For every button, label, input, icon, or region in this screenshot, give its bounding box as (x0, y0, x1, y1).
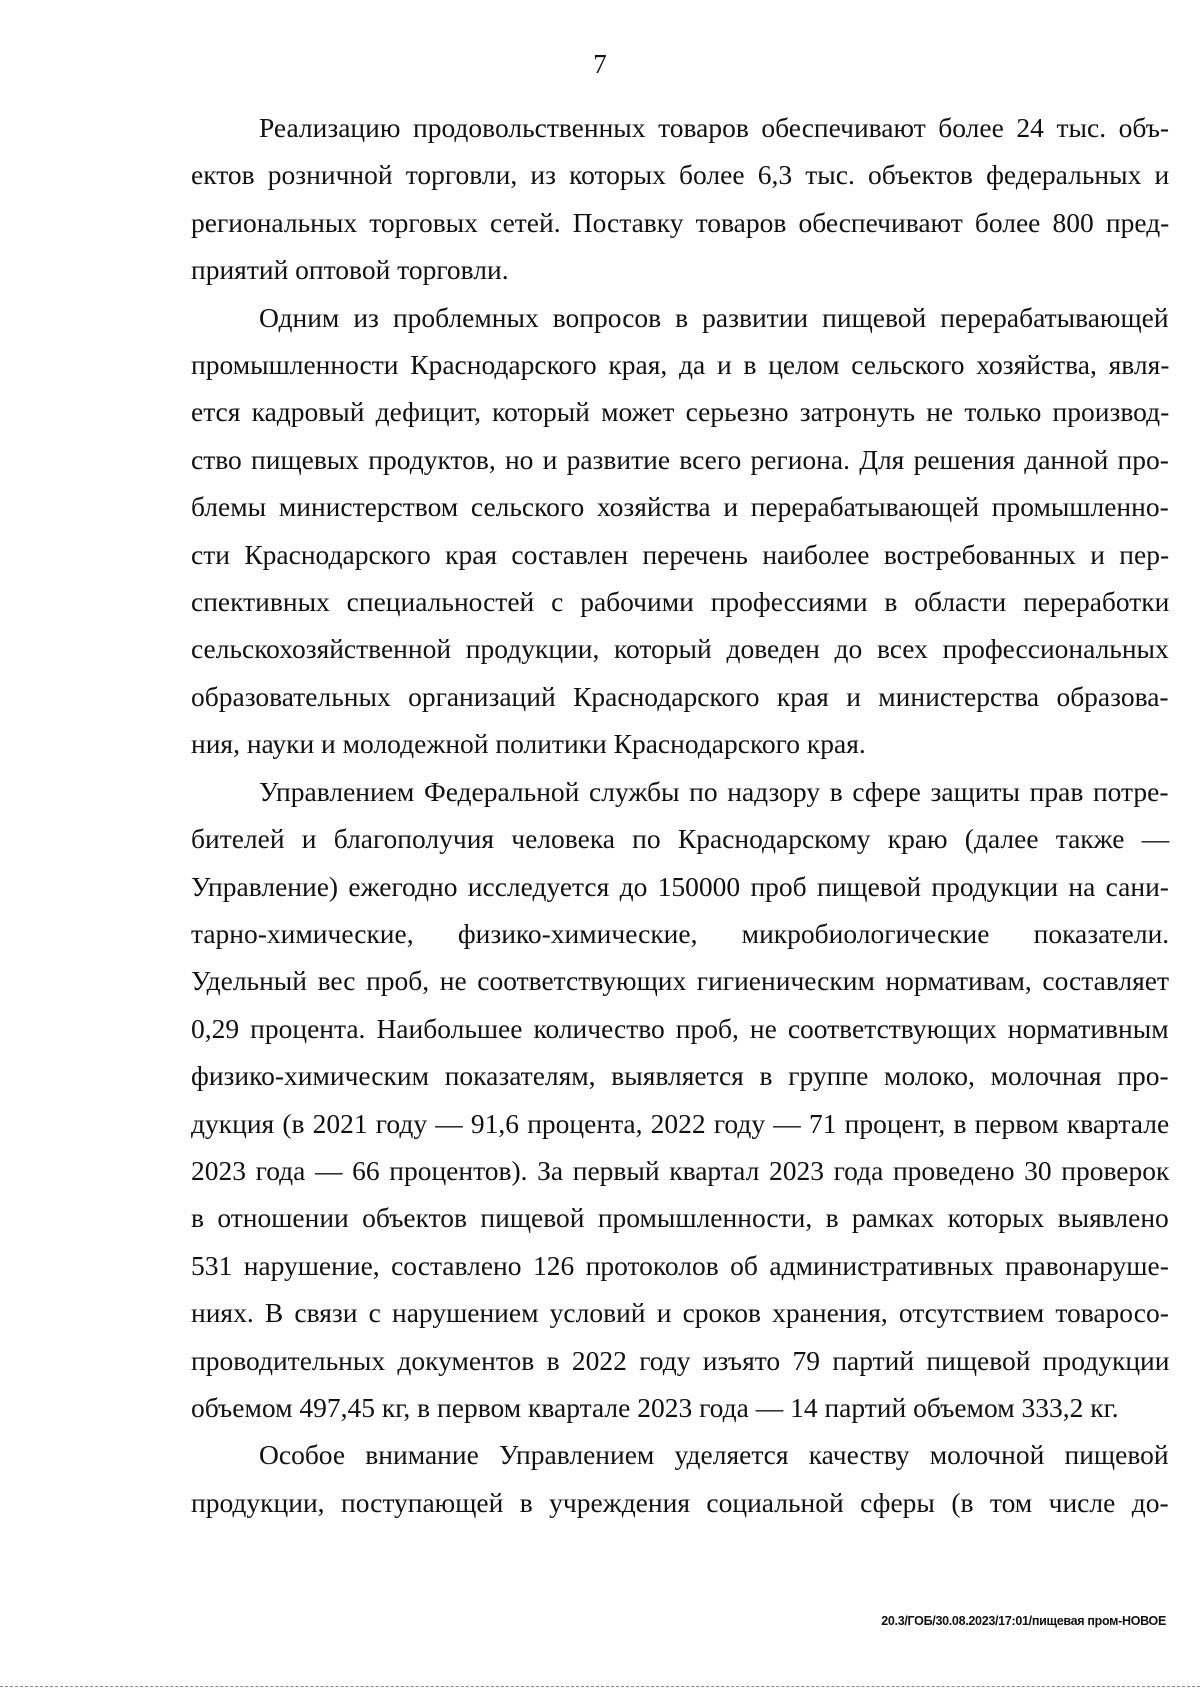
text-line: Управлением Федеральной службы по надзору в сфере защиты прав потре- (259, 775, 1169, 807)
text-line: сти Краснодарского края составлен перечень наиболее востребованных и пер- (191, 538, 1170, 570)
text-line: образовательных организаций Краснодарского края и министерства образова- (191, 680, 1169, 712)
text-line: продукции, поступающей в учреждения социальной сферы (в том числе до- (191, 1486, 1169, 1518)
text-line: Одним из проблемных вопросов в развитии пищевой перерабатывающей (259, 301, 1169, 333)
text-line: физико-химическим показателям, выявляется в группе молоко, молочная про- (191, 1060, 1169, 1092)
text-line: региональных торговых сетей. Поставку товаров обеспечивают более 800 пред- (191, 206, 1170, 238)
text-line: спективных специальностей с рабочими профессиями в области переработки (191, 586, 1170, 618)
text-line: тарно-химические, физико-химические, микробиологические показатели. (191, 917, 1170, 949)
text-line: проводительных документов в 2022 году изъято 79 партий пищевой продукции (191, 1344, 1170, 1376)
paragraph (191, 294, 1169, 768)
text-line: 2023 года — 66 процентов). За первый квартал 2023 года проведено 30 проверок (191, 1154, 1170, 1186)
text-line: ется кадровый дефицит, который может серьезно затронуть не только производ- (191, 396, 1170, 428)
document-code: 20.3/ГОБ/30.08.2023/17:01/пищевая пром-НОВОЕ (881, 1614, 1166, 1628)
text-line: Управление) ежегодно исследуется до 150000 проб пищевой продукции на сани- (191, 870, 1169, 902)
text-line: в отношении объектов пищевой промышленности, в рамках которых выявлено (191, 1202, 1169, 1234)
text-line: Удельный вес проб, не соответствующих гигиеническим нормативам, составляет (191, 965, 1169, 997)
paragraph (191, 104, 1169, 294)
text-line: Реализацию продовольственных товаров обеспечивают более 24 тыс. объ- (259, 112, 1170, 143)
scan-edge-line (0, 1686, 1200, 1687)
page-number: 7 (593, 49, 607, 79)
text-line: ниях. В связи с нарушением условий и сроков хранения, отсутствием товаросо- (191, 1297, 1169, 1329)
text-line: бителей и благополучия человека по Краснодарскому краю (далее также — (191, 823, 1170, 855)
text-line: ектов розничной торговли, из которых более 6,3 тыс. объектов федеральных и (191, 159, 1170, 191)
text-line: дукция (в 2021 году — 91,6 процента, 2022 году — 71 процент, в первом квартале (191, 1107, 1170, 1139)
text-line: промышленности Краснодарского края, да и в целом сельского хозяйства, явля- (191, 349, 1170, 381)
text-line: объемом 497,45 кг, в первом квартале 2023 года — 14 партий объемом 333,2 кг. (191, 1391, 1119, 1423)
text-line: ния, науки и молодежной политики Краснодарского края. (191, 728, 866, 760)
text-line: блемы министерством сельского хозяйства и перерабатывающей промышленно- (191, 491, 1169, 523)
text-line: ство пищевых продуктов, но и развитие всего региона. Для решения данной про- (191, 443, 1169, 475)
text-line: сельскохозяйственной продукции, который доведен до всех профессиональных (191, 633, 1169, 665)
text-line: Особое внимание Управлением уделяется качеству молочной пищевой (259, 1439, 1169, 1471)
text-line: 531 нарушение, составлено 126 протоколов об административных правонаруше- (191, 1249, 1169, 1281)
document-body (191, 104, 1169, 1526)
text-line: 0,29 процента. Наибольшее количество проб, не соответствующих нормативным (191, 1012, 1169, 1044)
paragraph (191, 768, 1169, 1432)
paragraph (191, 1431, 1169, 1526)
text-line: приятий оптовой торговли. (191, 254, 509, 286)
